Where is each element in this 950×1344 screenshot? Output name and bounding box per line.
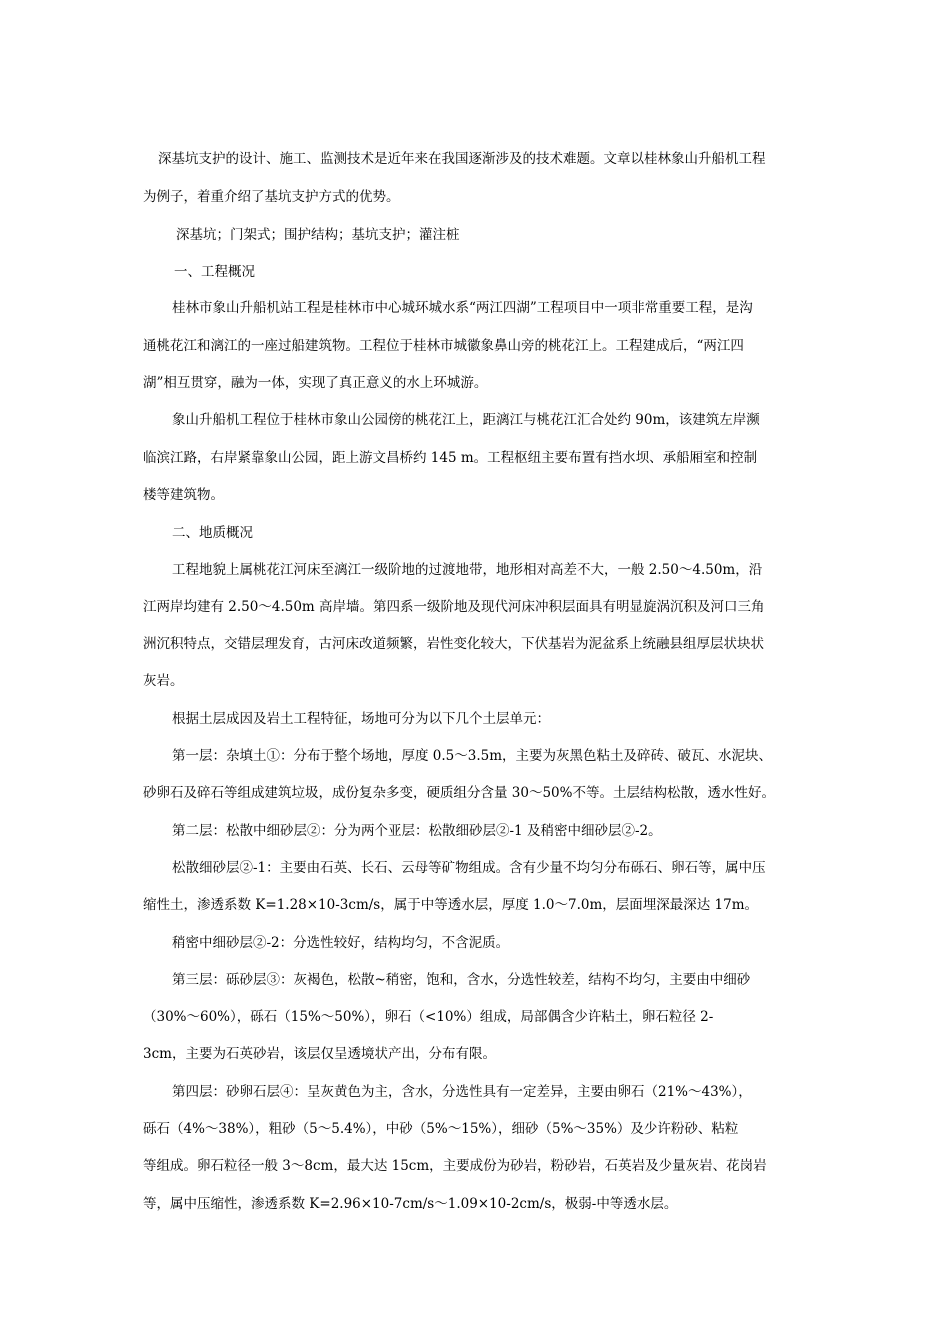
- paragraph-8-line-1: 稍密中细砂层②-2：分选性较好，结构均匀，不含泥质。: [172, 935, 510, 951]
- paragraph-9-line-3: 3cm，主要为石英砂岩，该层仅呈透境状产出，分布有限。: [143, 1046, 496, 1062]
- section-heading-geology: 二、地质概况: [172, 525, 253, 541]
- paragraph-9-line-2: （30%～60%），砾石（15%～50%），卵石（<10%）组成，局部偶含少许粘土，卵石粒径 2-: [143, 1009, 714, 1025]
- paragraph-3-line-1: 工程地貌上属桃花江河床至漓江一级阶地的过渡地带，地形相对高差不大，一般 2.50～4.50m，沿: [172, 562, 763, 578]
- paragraph-2-line-3: 楼等建筑物。: [143, 487, 224, 503]
- abstract-line-1: 深基坑支护的设计、施工、监测技术是近年来在我国逐渐涉及的技术难题。文章以桂林象山升船机工程: [158, 151, 766, 167]
- paragraph-3-line-2: 江两岸均建有 2.50～4.50m 高岸墙。第四系一级阶地及现代河床冲积层面具有明显旋涡沉积及河口三角: [143, 599, 765, 615]
- paragraph-3-line-3: 洲沉积特点，交错层理发育，古河床改道频繁，岩性变化较大，下伏基岩为泥盆系上统融县组厚层状块状: [143, 636, 764, 652]
- paragraph-7-line-1: 松散细砂层②-1：主要由石英、长石、云母等矿物组成。含有少量不均匀分布砾石、卵石等，属中压: [172, 860, 766, 876]
- paragraph-5-line-2: 砂卵石及碎石等组成建筑垃圾，成份复杂多变，硬质组分含量 30～50%不等。土层结构松散，透水性好。: [143, 785, 775, 801]
- paragraph-10-line-3: 等组成。卵石粒径一般 3～8cm，最大达 15cm，主要成份为砂岩，粉砂岩，石英岩及少量灰岩、花岗岩: [143, 1158, 767, 1174]
- abstract-line-2: 为例子，着重介绍了基坑支护方式的优势。: [143, 189, 400, 205]
- paragraph-2-line-1: 象山升船机工程位于桂林市象山公园傍的桃花江上，距漓江与桃花江汇合处约 90m，该建筑左岸濒: [172, 412, 760, 428]
- paragraph-4-line-1: 根据土层成因及岩土工程特征，场地可分为以下几个土层单元：: [172, 711, 550, 727]
- paragraph-5-line-1: 第一层：杂填土①：分布于整个场地，厚度 0.5～3.5m，主要为灰黑色粘土及碎砖、破瓦、水泥块、: [172, 748, 773, 764]
- paragraph-9-line-1: 第三层：砾砂层③：灰褐色，松散~稍密，饱和，含水，分选性较差，结构不均匀，主要由中细砂: [172, 972, 751, 988]
- paragraph-1-line-1: 桂林市象山升船机站工程是桂林市中心城环城水系“两江四湖”工程项目中一项非常重要工程，是沟: [172, 300, 753, 316]
- paragraph-10-line-4: 等，属中压缩性，渗透系数 K=2.96×10-7cm/s～1.09×10-2cm/s，极弱-中等透水层。: [143, 1196, 678, 1212]
- keywords-line: 深基坑；门架式；围护结构；基坑支护；灌注桩: [176, 227, 460, 243]
- paragraph-10-line-1: 第四层：砂卵石层④：呈灰黄色为主，含水，分选性具有一定差异，主要由卵石（21%～43%），: [172, 1084, 752, 1100]
- paragraph-6-line-1: 第二层：松散中细砂层②：分为两个亚层：松散细砂层②-1 及稍密中细砂层②-2。: [172, 823, 662, 839]
- paragraph-2-line-2: 临滨江路，右岸紧靠象山公园，距上游文昌桥约 145 m。工程枢纽主要布置有挡水坝、承船厢室和控制: [143, 450, 758, 466]
- paragraph-1-line-2: 通桃花江和漓江的一座过船建筑物。工程位于桂林市城徽象鼻山旁的桃花江上。工程建成后，“两江四: [143, 338, 744, 354]
- paragraph-1-line-3: 湖”相互贯穿，融为一体，实现了真正意义的水上环城游。: [143, 375, 488, 391]
- paragraph-7-line-2: 缩性土，渗透系数 K=1.28×10-3cm/s，属于中等透水层，厚度 1.0～7.0m，层面埋深最深达 17m。: [143, 897, 759, 913]
- section-heading-overview: 一、工程概况: [174, 264, 255, 280]
- paragraph-10-line-2: 砾石（4%～38%），粗砂（5～5.4%），中砂（5%～15%），细砂（5%～35%）及少许粉砂、粘粒: [143, 1121, 739, 1137]
- paragraph-3-line-4: 灰岩。: [143, 673, 184, 689]
